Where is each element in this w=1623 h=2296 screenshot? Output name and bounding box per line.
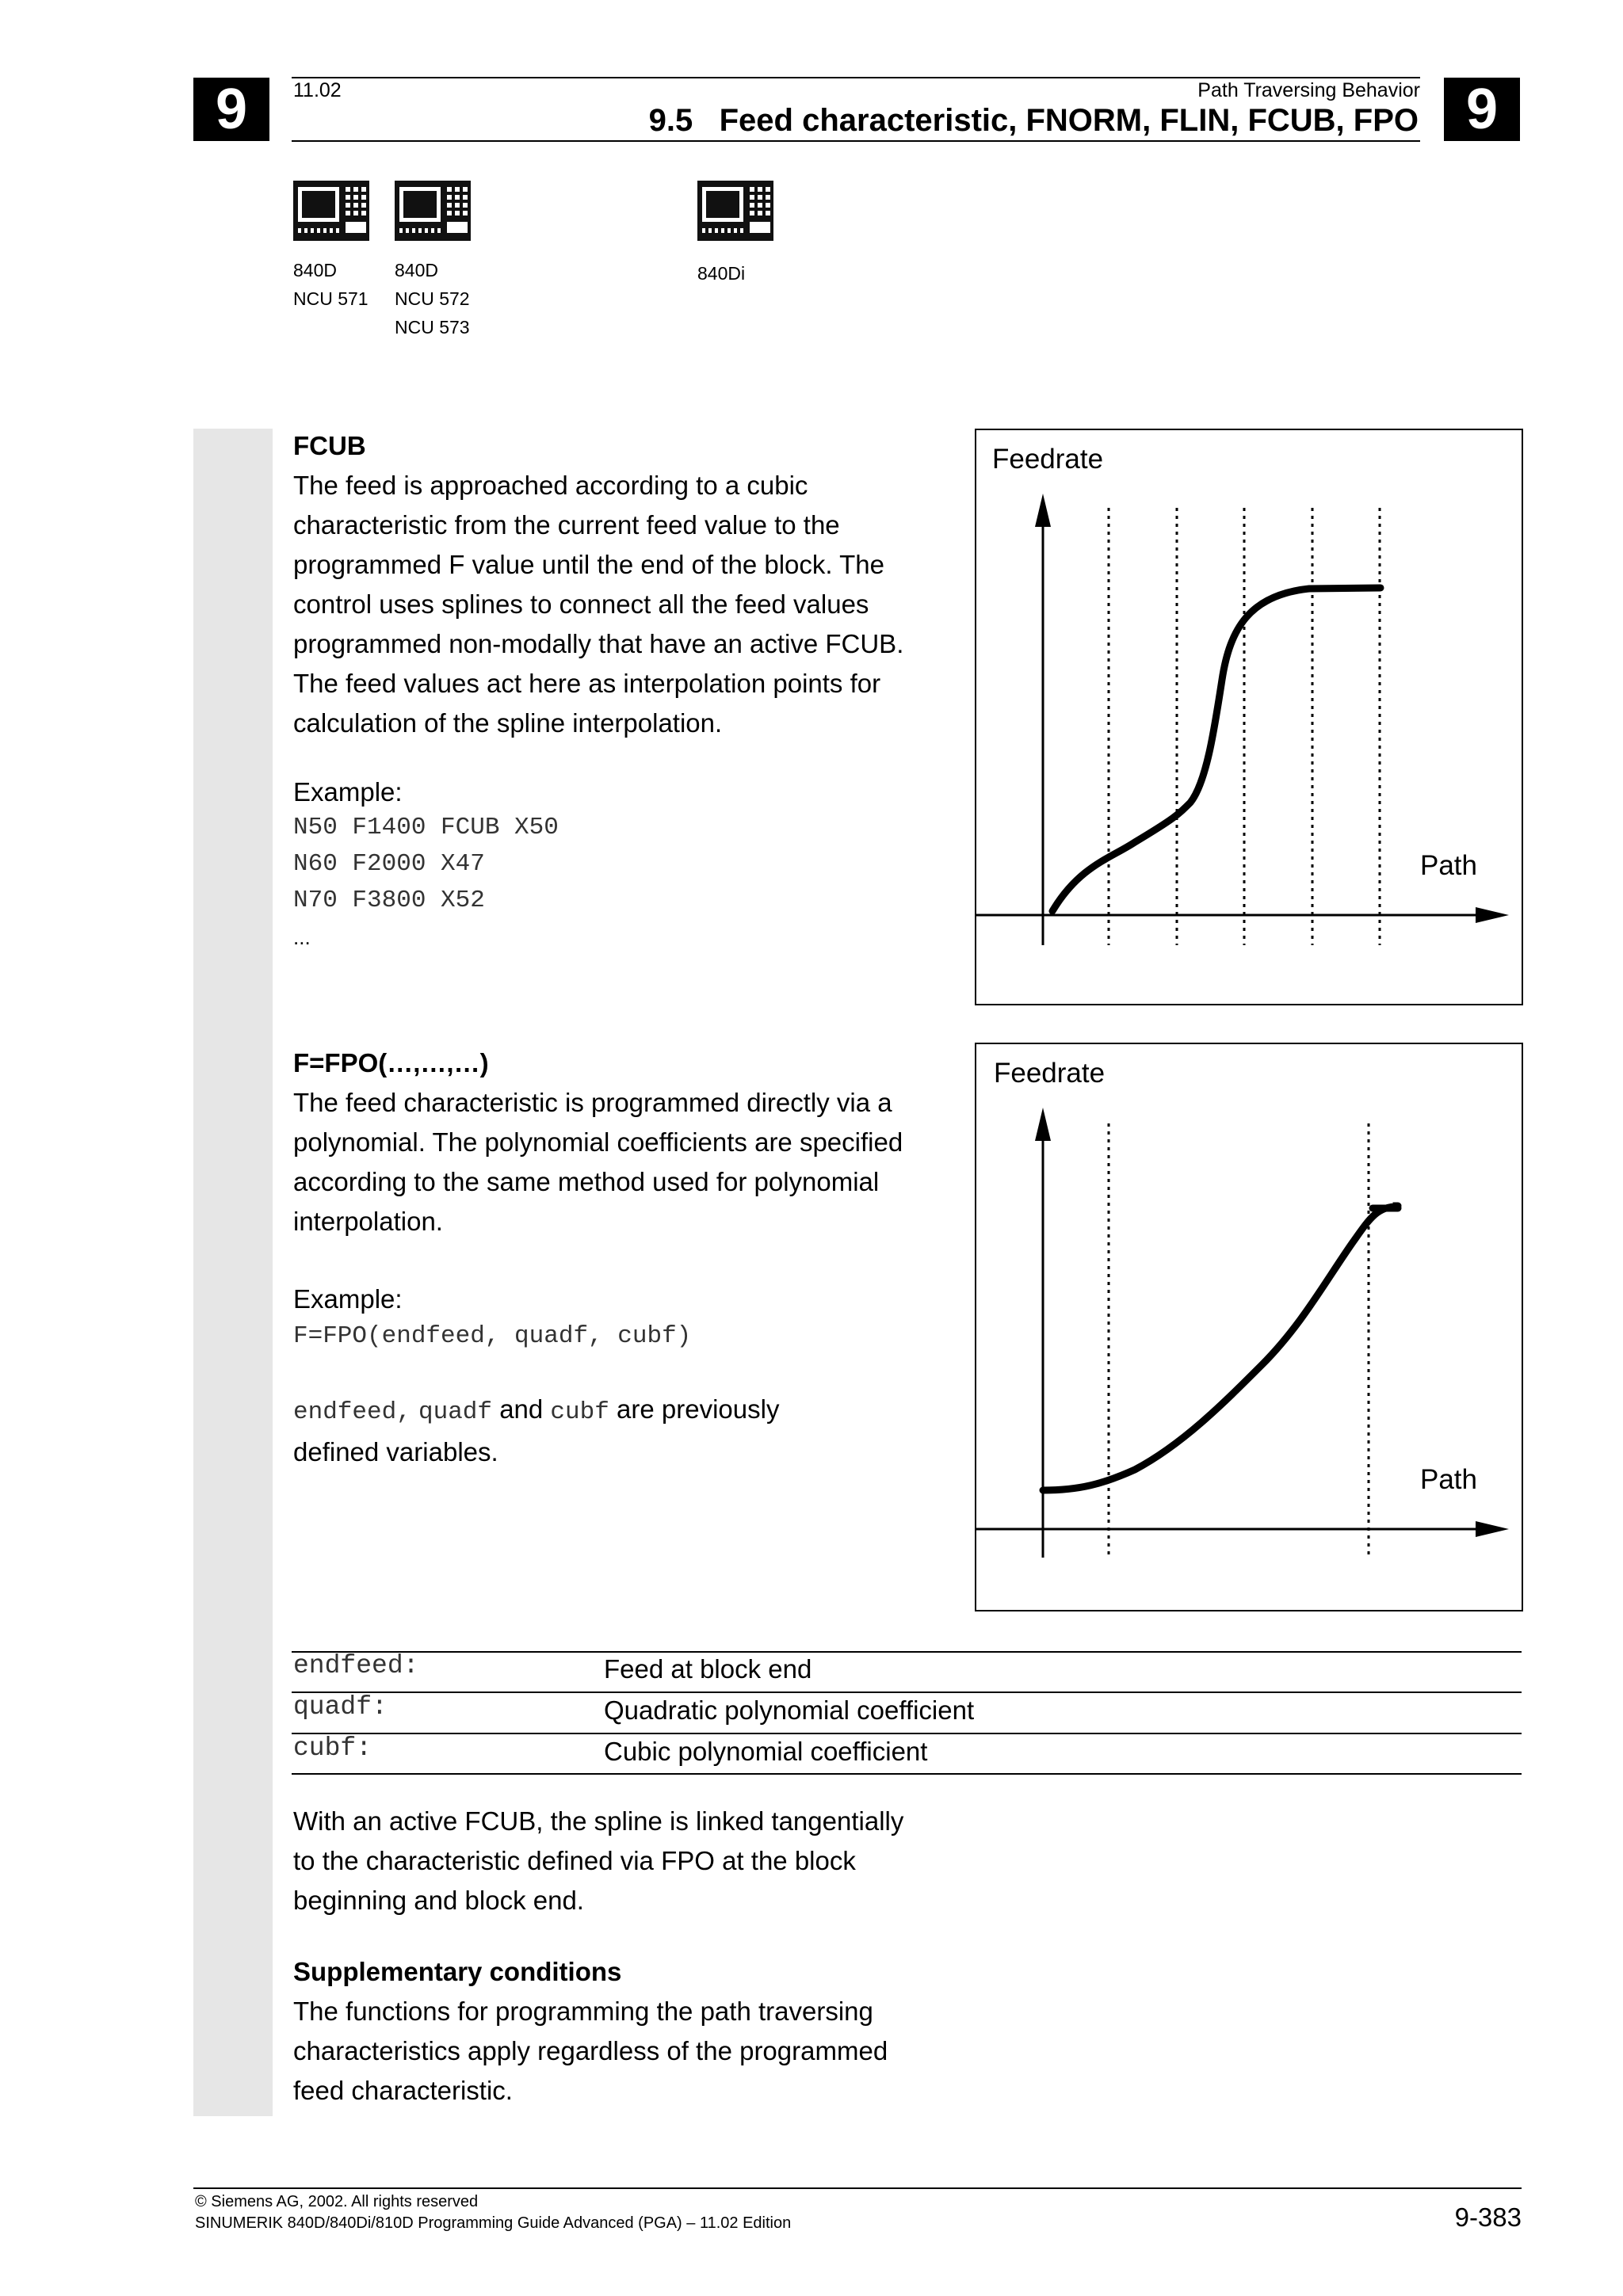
fig2-gridlines: [1109, 1123, 1369, 1558]
var-cubf: cubf: [550, 1398, 609, 1426]
header-topic: Path Traversing Behavior: [1197, 79, 1420, 101]
param-name: quadf:: [293, 1692, 388, 1722]
table-top-rule: [292, 1651, 1522, 1653]
table-bottom-rule: [292, 1773, 1522, 1775]
var-rest: are previously: [617, 1394, 780, 1424]
fig2-x-arrow-icon: [1476, 1521, 1509, 1537]
fig2-y-arrow-icon: [1035, 1108, 1051, 1141]
var-quadf: quadf: [418, 1398, 493, 1426]
fpo-line: polynomial. The polynomial coefficients are specified: [293, 1127, 903, 1157]
control-panel-icon: [697, 181, 773, 241]
fpo-line: according to the same method used for polynomial: [293, 1167, 880, 1196]
control-panel-icon: [395, 181, 471, 241]
section-number: 9.5: [648, 103, 693, 138]
control-label: 840D NCU 572 NCU 573: [395, 260, 470, 338]
code-line: N50 F1400 FCUB X50: [293, 814, 559, 841]
fpo-feedrate-figure: [975, 1043, 1523, 1611]
param-name: endfeed:: [293, 1651, 419, 1680]
fcub-heading: FCUB: [293, 431, 366, 460]
footer-copyright: © Siemens AG, 2002. All rights reserved: [195, 2193, 479, 2210]
fpo-example-label: Example:: [293, 1284, 403, 1314]
fig2-y-label: Feedrate: [994, 1058, 1106, 1089]
page-number: 9-383: [1454, 2203, 1522, 2232]
param-desc: Cubic polynomial coefficient: [604, 1737, 928, 1766]
control-label: 840Di: [697, 263, 746, 284]
fig1-x-label: Path: [1420, 850, 1477, 881]
code-line: ...: [293, 925, 311, 949]
control-840d-ncu571: [293, 181, 369, 313]
fig2-x-label: Path: [1420, 1464, 1477, 1495]
fig1-y-arrow-icon: [1035, 494, 1051, 527]
control-840di: [697, 181, 773, 288]
var-endfeed: endfeed,: [293, 1398, 411, 1426]
var-line2: defined variables.: [293, 1437, 498, 1466]
control-label: 840D NCU 571: [293, 260, 369, 309]
section-title-text: Feed characteristic, FNORM, FLIN, FCUB, FPO: [719, 103, 1419, 138]
control-840d-ncu572: [395, 181, 471, 341]
control-panel-icon: [293, 181, 369, 241]
var-and: and: [499, 1394, 544, 1424]
fpo-variables-note: [293, 1390, 779, 1472]
fpo-code-line: F=FPO(endfeed, quadf, cubf): [293, 1322, 692, 1350]
header-bottom-rule: [292, 140, 1420, 142]
param-desc: Feed at block end: [604, 1654, 812, 1684]
fig2-graph: [976, 1044, 1522, 1610]
fcub-line: programmed F value until the end of the block. The: [293, 550, 884, 579]
linkage-paragraph: With an active FCUB, the spline is linked tangentially to the characteristic defined via FPO at the block beginning and block end.: [293, 1806, 904, 1915]
chapter-number-left: 9: [193, 78, 269, 141]
fcub-line: The feed values act here as interpolation points for: [293, 669, 881, 698]
header-top-rule: [292, 77, 1420, 78]
fcub-line: programmed non-modally that have an active FCUB.: [293, 629, 904, 658]
fcub-example-label: Example:: [293, 777, 403, 807]
fpo-heading: F=FPO(…,…,…): [293, 1048, 489, 1077]
supplementary-heading: Supplementary conditions: [293, 1957, 622, 1986]
fcub-line: characteristic from the current feed value to the: [293, 510, 840, 540]
fig1-graph: [976, 430, 1522, 1004]
footer-rule: [193, 2187, 1522, 2189]
fig1-x-arrow-icon: [1476, 907, 1509, 923]
fcub-code-block: [293, 810, 559, 955]
footer-doc-title: SINUMERIK 840D/840Di/810D Programming Guide Advanced (PGA) – 11.02 Edition: [195, 2214, 792, 2232]
code-line: N60 F2000 X47: [293, 850, 485, 878]
fig1-y-label: Feedrate: [992, 444, 1104, 475]
fig1-feed-curve: [1052, 588, 1381, 911]
fpo-line: interpolation.: [293, 1207, 443, 1236]
section-title: [649, 103, 1419, 139]
header-date: 11.02: [293, 79, 342, 101]
fcub-feedrate-figure: [975, 429, 1523, 1005]
margin-bar: [193, 429, 273, 2116]
fcub-line: calculation of the spline interpolation.: [293, 708, 723, 738]
param-desc: Quadratic polynomial coefficient: [604, 1695, 975, 1725]
fcub-line: The feed is approached according to a cubic: [293, 471, 808, 500]
chapter-number-right: 9: [1444, 78, 1520, 141]
param-name: cubf:: [293, 1733, 372, 1763]
supplementary-section: Supplementary conditions The functions for programming the path traversing characteristics apply regardless of the programmed feed characteristic.: [293, 1952, 888, 2111]
code-line: N70 F3800 X52: [293, 887, 485, 914]
fig2-feed-curve: [1043, 1206, 1398, 1490]
fpo-section: [293, 1043, 903, 1241]
fpo-line: The feed characteristic is programmed directly via a: [293, 1088, 892, 1117]
fcub-section: [293, 426, 903, 743]
fcub-line: control uses splines to connect all the feed values: [293, 589, 869, 619]
fig1-gridlines: [1109, 508, 1380, 945]
